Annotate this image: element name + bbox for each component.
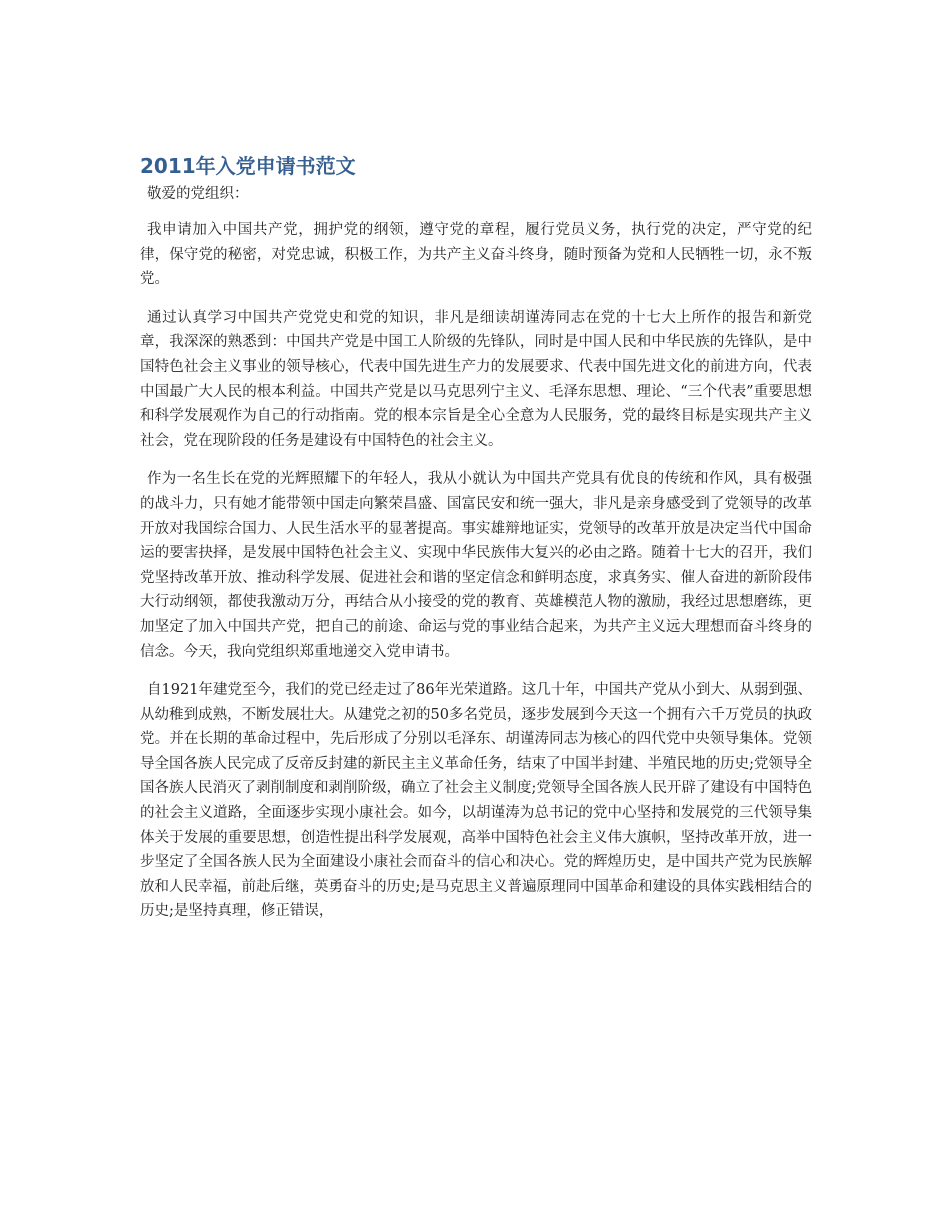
paragraph-3: 作为一名生长在党的光辉照耀下的年轻人，我从小就认为中国共产党具有优良的传统和作风，具有极强的战斗力，只有她才能带领中国走向繁荣昌盛、国富民安和统一强大，非凡是亲身感受到了党领导的改革开放对我国综合国力、人民生活水平的显著提高。事实雄辩地证实，党领导的改革开放是决定当代中国命运的要害抉择，是发展中国特色社会主义、实现中华民族伟大复兴的必由之路。随着十七大的召开，我们党坚持改革开放、推动科学发展、促进社会和谐的坚定信念和鲜明态度，求真务实、催人奋进的新阶段伟大行动纲领，都使我激动万分，再结合从小接受的党的教育、英雄模范人物的激励，我经过思想磨练，更加坚定了加入中国共产党，把自己的前途、命运与党的事业结合起来，为共产主义远大理想而奋斗终身的信念。今天，我向党组织郑重地递交入党申请书。 [140,471,812,660]
salutation: 敬爱的党组织： [147,186,249,202]
paragraph-1: 我申请加入中国共产党，拥护党的纲领，遵守党的章程，履行党员义务，执行党的决定，严守党的纪律，保守党的秘密，对党忠诚，积极工作，为共产主义奋斗终身，随时预备为党和人民牺牲一切，永不叛党。 [140,222,812,288]
paragraph-2: 通过认真学习中国共产党党史和党的知识，非凡是细读胡谨涛同志在党的十七大上所作的报告和新党章，我深深的熟悉到：中国共产党是中国工人阶级的先锋队，同时是中国人民和中华民族的先锋队，是中国特色社会主义事业的领导核心，代表中国先进生产力的发展要求、代表中国先进文化的前进方向，代表中国最广大人民的根本利益。中国共产党是以马克思列宁主义、毛泽东思想、理论、“三个代表”重要思想和科学发展观作为自己的行动指南。党的根本宗旨是全心全意为人民服务，党的最终目标是实现共产主义社会，党在现阶段的任务是建设有中国特色的社会主义。 [140,309,812,449]
document-title: 2011年入党申请书范文 [140,154,356,178]
document-body [140,150,812,938]
paragraph-4: 自1921年建党至今，我们的党已经走过了86年光荣道路。这几十年，中国共产党从小到大、从弱到强、从幼稚到成熟，不断发展壮大。从建党之初的50多名党员，逐步发展到今天这一个拥有六千万党员的执政党。并在长期的革命过程中，先后形成了分别以毛泽东、胡谨涛同志为核心的四代党中央领导集体。党领导全国各族人民完成了反帝反封建的新民主主义革命任务，结束了中国半封建、半殖民地的历史;党领导全国各族人民消灭了剥削制度和剥削阶级，确立了社会主义制度;党领导全国各族人民开辟了建设有中国特色的社会主义道路，全面逐步实现小康社会。如今，以胡谨涛为总书记的党中心坚持和发展党的三代领导集体关于发展的重要思想，创造性提出科学发展观，高举中国特色社会主义伟大旗帜，坚持改革开放，进一步坚定了全国各族人民为全面建设小康社会而奋斗的信心和决心。党的辉煌历史，是中国共产党为民族解放和人民幸福，前赴后继，英勇奋斗的历史;是马克思主义普遍原理同中国革命和建设的具体实践相结合的历史;是坚持真理，修正错误， [140,682,812,920]
